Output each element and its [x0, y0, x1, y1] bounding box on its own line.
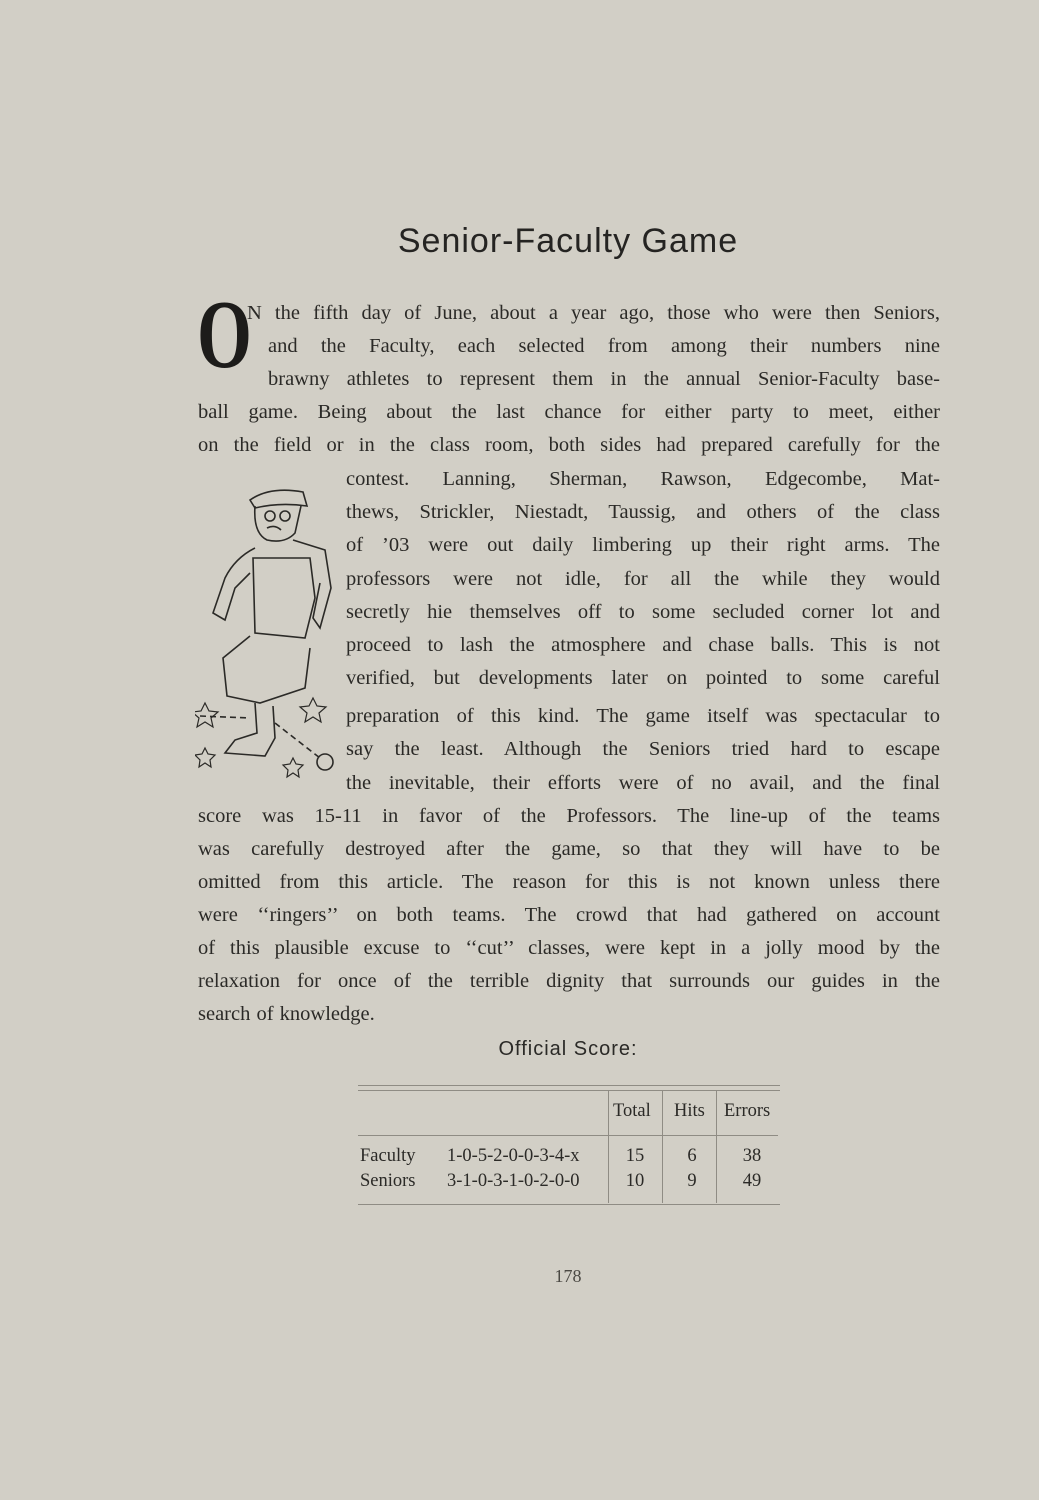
text-line: and the Faculty, each selected from among their numbers nine: [268, 335, 940, 357]
errors: 38: [742, 1146, 762, 1166]
page-number: 178: [554, 1266, 582, 1286]
text-line: verified, but developments later on pointed to some careful: [346, 667, 940, 689]
team-name: Seniors: [360, 1171, 416, 1191]
errors: 49: [742, 1171, 762, 1191]
innings: 3-1-0-3-1-0-2-0-0: [447, 1171, 580, 1191]
text-line: of this plausible excuse to ‘‘cut’’ classes, were kept in a jolly mood by the: [198, 937, 940, 959]
text-line: relaxation for once of the terrible dignity that surrounds our guides in the: [198, 970, 940, 992]
text-line: omitted from this article. The reason for this is not known unless there: [198, 871, 940, 893]
column-header-total: Total: [613, 1101, 651, 1121]
total: 15: [625, 1146, 645, 1166]
score-heading: Official Score:: [498, 1038, 638, 1060]
text-line: were ‘‘ringers’’ on both teams. The crowd that had gathered on account: [198, 904, 940, 926]
header-rule: [358, 1135, 778, 1136]
text-line: say the least. Although the Seniors tried hard to escape: [346, 738, 940, 760]
column-header-hits: Hits: [674, 1101, 705, 1121]
innings: 1-0-5-2-0-0-3-4-x: [447, 1146, 580, 1166]
total: 10: [625, 1171, 645, 1191]
hits: 9: [687, 1171, 697, 1191]
table-rule-top: [358, 1085, 780, 1086]
column-divider: [662, 1090, 663, 1203]
text-line: proceed to lash the atmosphere and chase balls. This is not: [346, 634, 940, 656]
page-title: Senior-Faculty Game: [397, 222, 739, 260]
text-line: search of knowledge.: [198, 1003, 375, 1025]
text-line: on the field or in the class room, both sides had prepared carefully for the: [198, 434, 940, 456]
team-name: Faculty: [360, 1146, 416, 1166]
table-rule-bottom: [358, 1204, 780, 1205]
text-line: score was 15-11 in favor of the Professors. The line-up of the teams: [198, 805, 940, 827]
baseball-player-illustration: [195, 478, 345, 788]
text-line: thews, Strickler, Niestadt, Taussig, and others of the class: [346, 501, 940, 523]
text-line: contest. Lanning, Sherman, Rawson, Edgecombe, Mat-: [346, 468, 940, 490]
text-line: professors were not idle, for all the while they would: [346, 568, 940, 590]
text-line: secretly hie themselves off to some secluded corner lot and: [346, 601, 940, 623]
text-line: of ’03 were out daily limbering up their right arms. The: [346, 534, 940, 556]
text-line: brawny athletes to represent them in the annual Senior-Faculty base-: [268, 368, 940, 390]
text-line: preparation of this kind. The game itself was spectacular to: [346, 705, 940, 727]
text-line: was carefully destroyed after the game, so that they will have to be: [198, 838, 940, 860]
column-header-errors: Errors: [724, 1101, 771, 1121]
drop-cap: O: [197, 281, 252, 389]
text-line: N the fifth day of June, about a year ago, those who were then Seniors,: [247, 302, 940, 324]
text-line: the inevitable, their efforts were of no avail, and the final: [346, 772, 940, 794]
hits: 6: [687, 1146, 697, 1166]
text-line: ball game. Being about the last chance for either party to meet, either: [198, 401, 940, 423]
